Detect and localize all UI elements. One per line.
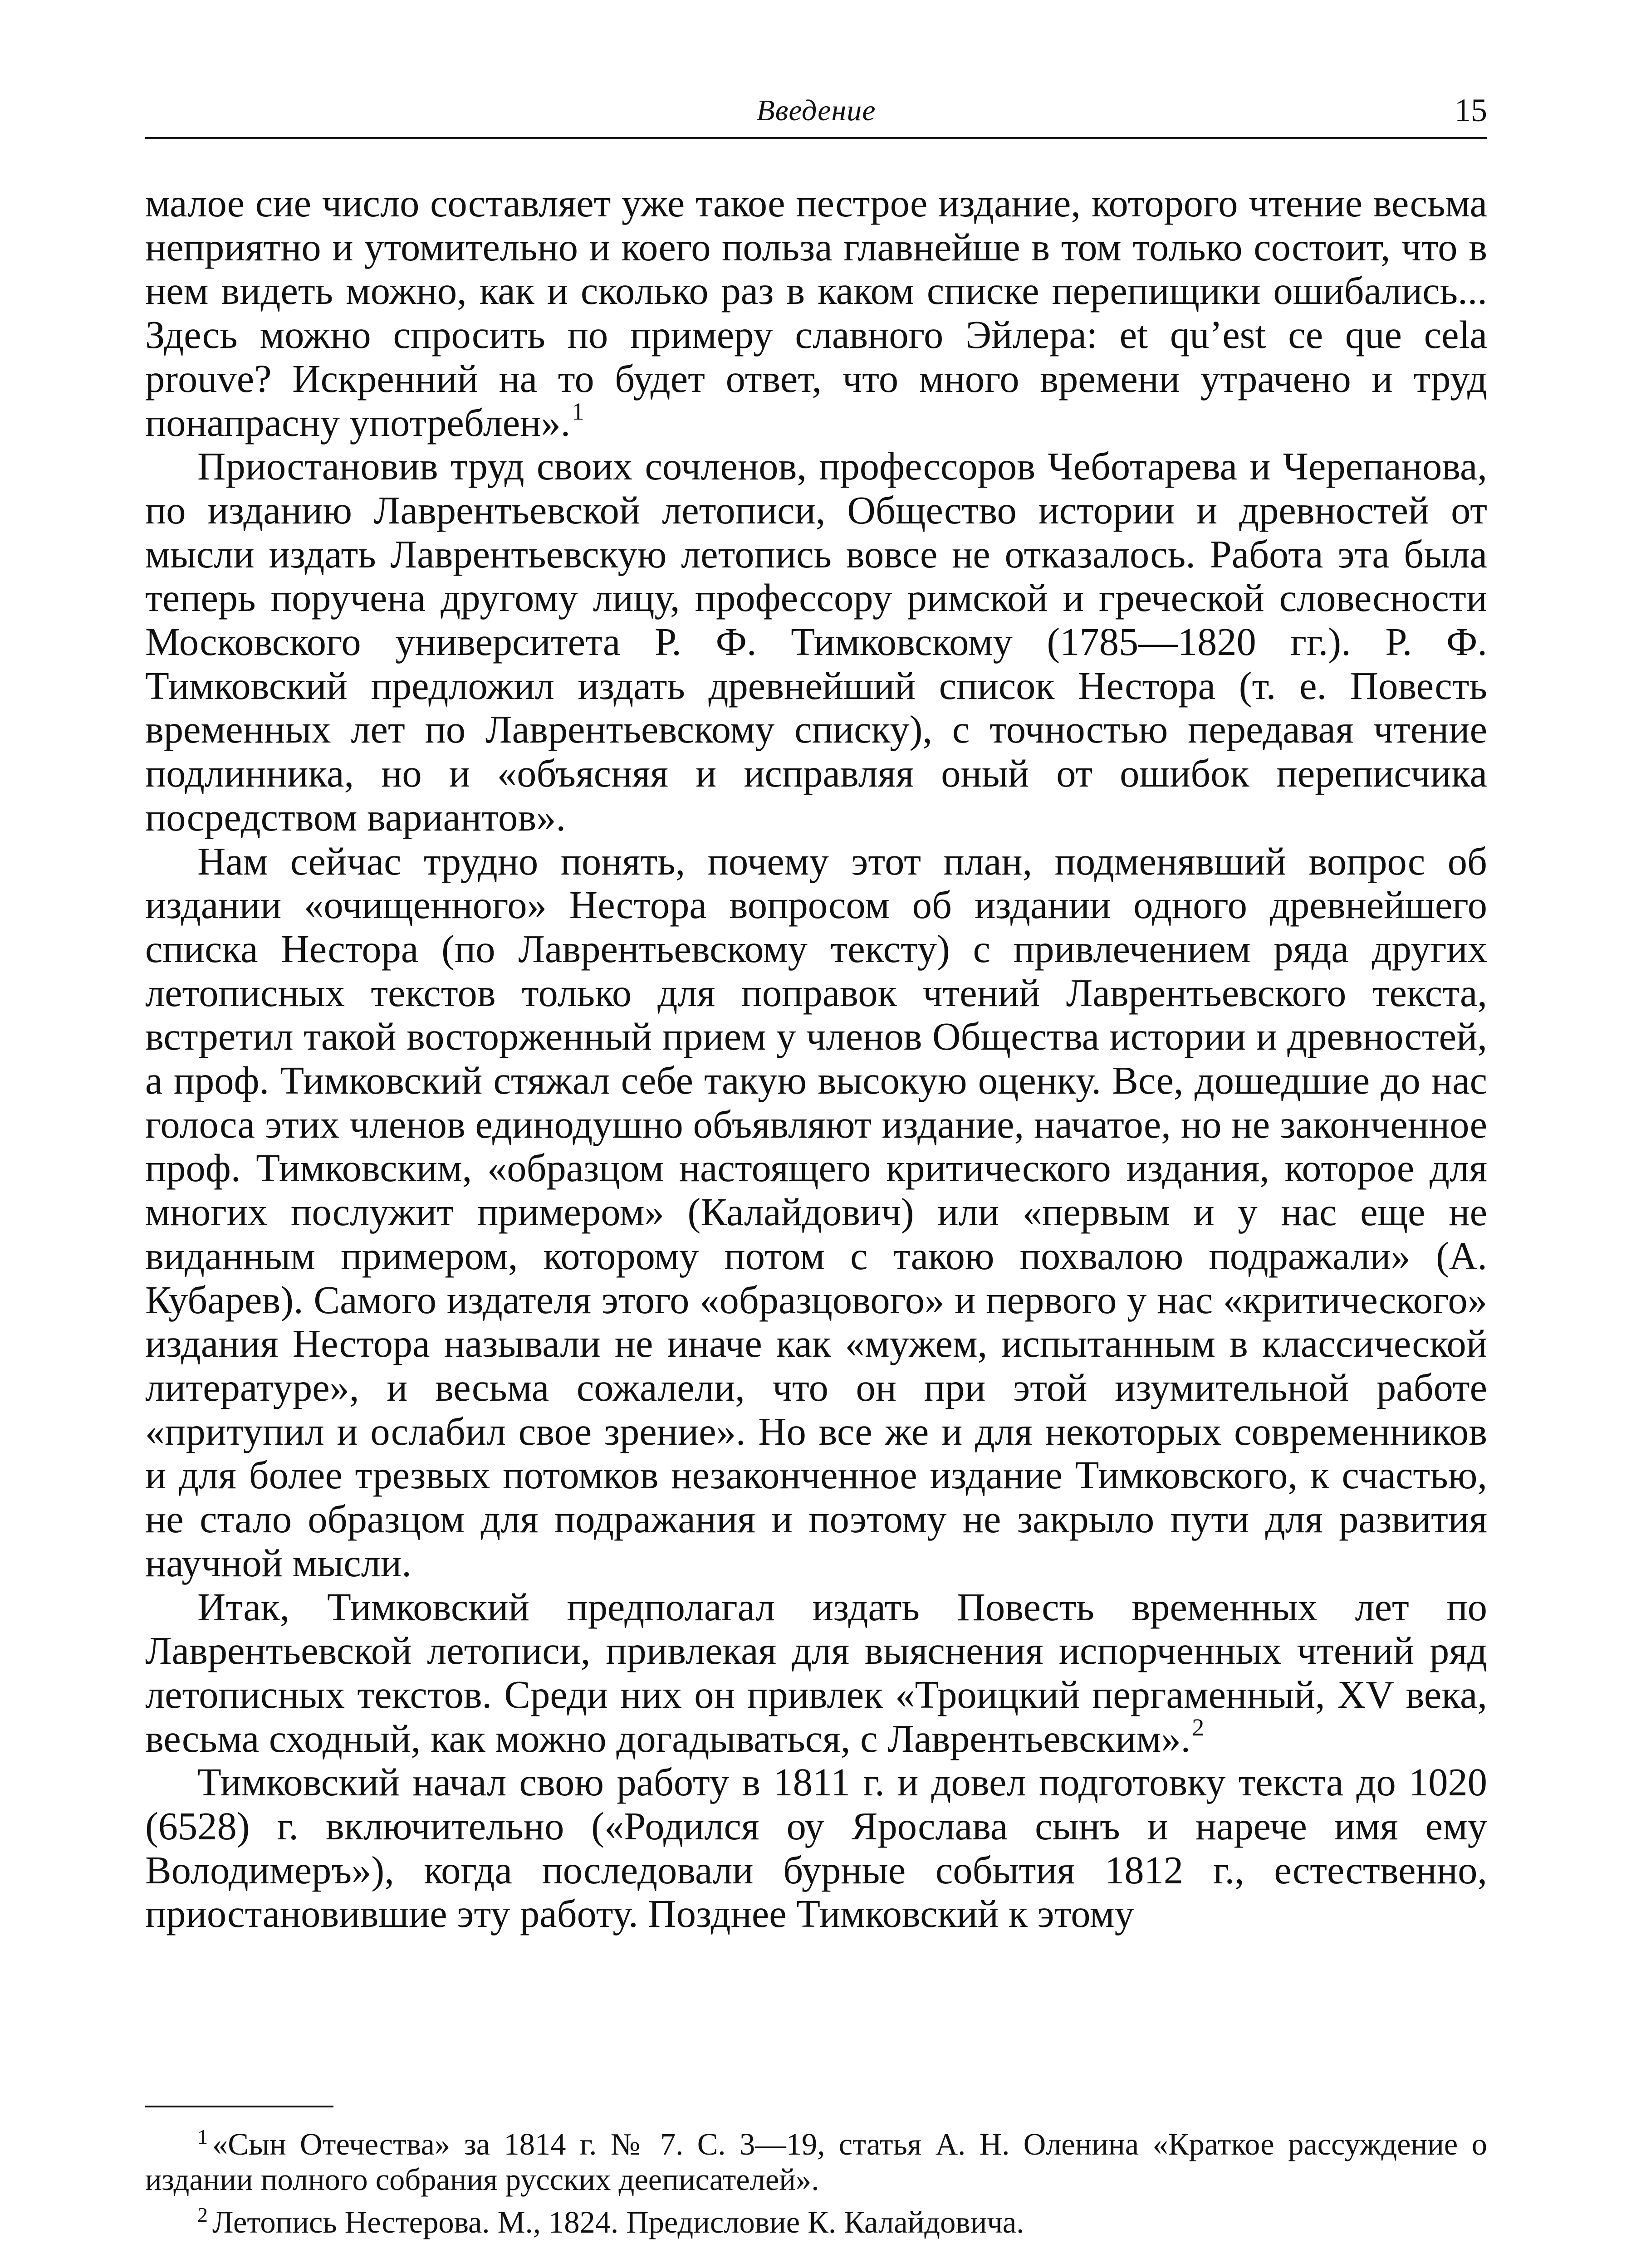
paragraph-text: малое сие число составляет уже такое пестрое издание, которого чтение весьма неприятно и утомительно и коего польза главнейше в том только состоит, что в нем видеть можно, как и сколько раз в каком списке перепищики ошибались... Здесь можно спросить по примеру славного Эйлера: et qu’est ce que cela prouve? Искренний на то будет ответ, что много времени утрачено и труд понапрасну употреблен». <box>145 181 1487 445</box>
footnote-ref-1[interactable]: 1 <box>572 397 584 425</box>
paragraph-text: Тимковский начал свою работу в 1811 г. и довел подготовку текста до 1020 (6528) г. включительно («Родился оу Ярослава сынъ и нарече имя ему Володимеръ»), когда последовали бурные события 1812 г., естественно, приостановившие эту работу. Позднее Тимковский к этому <box>145 1760 1487 1936</box>
paragraph-3 <box>145 840 1487 1585</box>
footnote-ref-2[interactable]: 2 <box>1192 1713 1205 1741</box>
footnote-text: Летопись Нестерова. М., 1824. Предисловие К. Калайдовича. <box>212 2205 1024 2239</box>
paragraph-5 <box>145 1760 1487 1936</box>
paragraph-4 <box>145 1585 1487 1761</box>
paragraph-text: Нам сейчас трудно понять, почему этот план, подменявший вопрос об издании «очищенного» Нестора вопросом об издании одного древнейшего списка Нестора (по Лаврентьевскому тексту) с привлечением ряда других летописных текстов только для поправок чтений Лаврентьевского текста, встретил такой восторженный прием у членов Общества истории и древностей, а проф. Тимковский стяжал себе такую высокую оценку. Все, дошедшие до нас голоса этих членов единодушно объявляют издание, начатое, но не законченное проф. Тимковским, «образцом настоящего критического издания, которое для многих послужит примером» (Калайдович) или «первым и у нас еще не виданным примером, которому потом с такою похвалою подражали» (А. Кубарев). Самого издателя этого «образцового» и первого у нас «критического» издания Нестора называли не иначе как «мужем, испытанным в классической литературе», и весьма сожалели, что он при этой изумительной работе «притупил и ослабил свое зрение». Но все же и для некоторых современников и для более трезвых потомков незаконченное издание Тимковского, к счастью, не стало образцом для подражания и поэтому не закрыло пути для развития научной мысли. <box>145 839 1487 1585</box>
running-title: Введение <box>756 94 876 127</box>
footnote-rule <box>145 2106 333 2107</box>
footnote-number: 1 <box>197 2125 208 2148</box>
footnotes <box>145 2119 1487 2240</box>
paragraph-2 <box>145 445 1487 839</box>
footnote-2 <box>145 2197 1487 2240</box>
running-head <box>145 85 1487 135</box>
footnote-text: «Сын Отечества» за 1814 г. № 7. С. 3—19, статья А. Н. Оленина «Краткое рассуждение о издании полного собрания русских дееписателей». <box>145 2127 1487 2197</box>
paragraph-text: Приостановив труд своих сочленов, профессоров Чеботарева и Черепанова, по изданию Лаврентьевской летописи, Общество истории и древностей от мысли издать Лаврентьевскую летопись вовсе не отказалось. Работа эта была теперь поручена другому лицу, профессору римской и греческой словесности Московского университета Р. Ф. Тимковскому (1785—1820 гг.). Р. Ф. Тимковский предложил издать древнейший список Нестора (т. е. Повесть временных лет по Лаврентьевскому списку), с точностью передавая чтение подлинника, но и «объясняя и исправляя оный от ошибок переписчика посредством вариантов». <box>145 445 1487 839</box>
page-number: 15 <box>1455 92 1487 128</box>
footnote-1 <box>145 2119 1487 2197</box>
header-rule <box>145 137 1487 139</box>
paragraph-1 <box>145 181 1487 445</box>
footnote-number: 2 <box>197 2203 208 2226</box>
paragraph-text: Итак, Тимковский предполагал издать Повесть временных лет по Лаврентьевской летописи, привлекая для выяснения испорченных чтений ряд летописных текстов. Среди них он привлек «Троицкий пергаменный, XV века, весьма сходный, как можно догадываться, с Лаврентьевским». <box>145 1585 1487 1760</box>
body-text <box>145 181 1487 1936</box>
